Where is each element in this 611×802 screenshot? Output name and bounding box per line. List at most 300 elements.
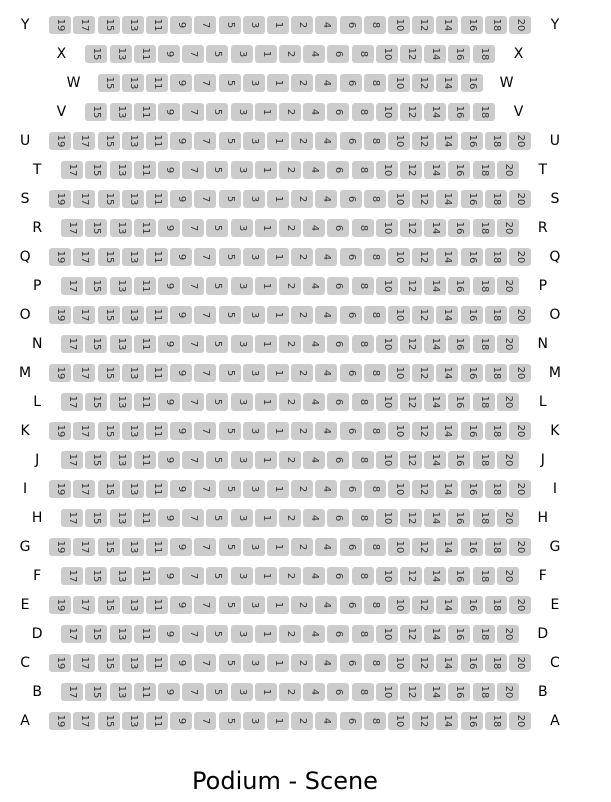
seat-c-14[interactable] — [436, 654, 458, 672]
seat-k-4[interactable] — [315, 422, 337, 440]
seat-t-4[interactable] — [303, 161, 325, 179]
seat-q-8[interactable] — [364, 248, 386, 266]
seat-e-8[interactable] — [364, 596, 386, 614]
seat-f-17[interactable] — [61, 567, 83, 585]
seat-u-6[interactable] — [340, 132, 362, 150]
seat-j-9[interactable] — [158, 451, 180, 469]
seat-d-14[interactable] — [424, 625, 446, 643]
seat-w-3[interactable] — [243, 74, 265, 92]
seat-h-17[interactable] — [61, 509, 83, 527]
seat-i-7[interactable] — [194, 480, 216, 498]
seat-d-3[interactable] — [231, 625, 253, 643]
seat-o-7[interactable] — [194, 306, 216, 324]
seat-n-3[interactable] — [231, 335, 253, 353]
seat-b-4[interactable] — [303, 683, 325, 701]
seat-c-8[interactable] — [364, 654, 386, 672]
seat-m-14[interactable] — [436, 364, 458, 382]
seat-o-10[interactable] — [388, 306, 410, 324]
seat-e-19[interactable] — [49, 596, 71, 614]
seat-l-9[interactable] — [158, 393, 180, 411]
seat-b-7[interactable] — [182, 683, 204, 701]
seat-c-15[interactable] — [98, 654, 120, 672]
seat-a-19[interactable] — [49, 712, 71, 730]
seat-p-13[interactable] — [110, 277, 132, 295]
seat-b-9[interactable] — [158, 683, 180, 701]
seat-c-18[interactable] — [485, 654, 507, 672]
seat-w-14[interactable] — [436, 74, 458, 92]
seat-x-14[interactable] — [424, 45, 446, 63]
seat-h-12[interactable] — [400, 509, 422, 527]
seat-w-16[interactable] — [461, 74, 483, 92]
seat-a-15[interactable] — [98, 712, 120, 730]
seat-d-16[interactable] — [448, 625, 470, 643]
seat-m-17[interactable] — [73, 364, 95, 382]
seat-b-8[interactable] — [352, 683, 374, 701]
seat-y-18[interactable] — [485, 16, 507, 34]
seat-d-2[interactable] — [279, 625, 301, 643]
seat-q-2[interactable] — [291, 248, 313, 266]
seat-f-15[interactable] — [85, 567, 107, 585]
seat-s-8[interactable] — [364, 190, 386, 208]
seat-f-10[interactable] — [376, 567, 398, 585]
seat-b-11[interactable] — [134, 683, 156, 701]
seat-o-16[interactable] — [461, 306, 483, 324]
seat-h-18[interactable] — [473, 509, 495, 527]
seat-s-6[interactable] — [340, 190, 362, 208]
seat-s-20[interactable] — [509, 190, 531, 208]
seat-u-3[interactable] — [243, 132, 265, 150]
seat-u-19[interactable] — [49, 132, 71, 150]
seat-i-11[interactable] — [146, 480, 168, 498]
seat-h-14[interactable] — [424, 509, 446, 527]
seat-m-15[interactable] — [98, 364, 120, 382]
seat-x-5[interactable] — [206, 45, 228, 63]
seat-j-5[interactable] — [206, 451, 228, 469]
seat-q-14[interactable] — [436, 248, 458, 266]
seat-u-15[interactable] — [98, 132, 120, 150]
seat-g-2[interactable] — [291, 538, 313, 556]
seat-f-3[interactable] — [231, 567, 253, 585]
seat-q-11[interactable] — [146, 248, 168, 266]
seat-m-1[interactable] — [267, 364, 289, 382]
seat-v-16[interactable] — [448, 103, 470, 121]
seat-k-3[interactable] — [243, 422, 265, 440]
seat-a-10[interactable] — [388, 712, 410, 730]
seat-a-4[interactable] — [315, 712, 337, 730]
seat-f-8[interactable] — [352, 567, 374, 585]
seat-g-9[interactable] — [170, 538, 192, 556]
seat-j-18[interactable] — [473, 451, 495, 469]
seat-m-8[interactable] — [364, 364, 386, 382]
seat-l-3[interactable] — [231, 393, 253, 411]
seat-l-17[interactable] — [61, 393, 83, 411]
seat-w-4[interactable] — [315, 74, 337, 92]
seat-l-12[interactable] — [400, 393, 422, 411]
seat-s-4[interactable] — [315, 190, 337, 208]
seat-m-4[interactable] — [315, 364, 337, 382]
seat-s-13[interactable] — [122, 190, 144, 208]
seat-p-20[interactable] — [497, 277, 519, 295]
seat-v-11[interactable] — [134, 103, 156, 121]
seat-x-8[interactable] — [352, 45, 374, 63]
seat-e-11[interactable] — [146, 596, 168, 614]
seat-y-15[interactable] — [98, 16, 120, 34]
seat-p-8[interactable] — [352, 277, 374, 295]
seat-i-19[interactable] — [49, 480, 71, 498]
seat-e-20[interactable] — [509, 596, 531, 614]
seat-q-9[interactable] — [170, 248, 192, 266]
seat-k-13[interactable] — [122, 422, 144, 440]
seat-b-5[interactable] — [206, 683, 228, 701]
seat-w-13[interactable] — [122, 74, 144, 92]
seat-y-17[interactable] — [73, 16, 95, 34]
seat-w-5[interactable] — [219, 74, 241, 92]
seat-a-5[interactable] — [219, 712, 241, 730]
seat-x-11[interactable] — [134, 45, 156, 63]
seat-b-14[interactable] — [424, 683, 446, 701]
seat-d-8[interactable] — [352, 625, 374, 643]
seat-p-6[interactable] — [327, 277, 349, 295]
seat-h-2[interactable] — [279, 509, 301, 527]
seat-a-16[interactable] — [461, 712, 483, 730]
seat-s-18[interactable] — [485, 190, 507, 208]
seat-r-1[interactable] — [255, 219, 277, 237]
seat-i-5[interactable] — [219, 480, 241, 498]
seat-k-2[interactable] — [291, 422, 313, 440]
seat-m-11[interactable] — [146, 364, 168, 382]
seat-h-15[interactable] — [85, 509, 107, 527]
seat-r-8[interactable] — [352, 219, 374, 237]
seat-r-5[interactable] — [206, 219, 228, 237]
seat-u-4[interactable] — [315, 132, 337, 150]
seat-q-13[interactable] — [122, 248, 144, 266]
seat-n-12[interactable] — [400, 335, 422, 353]
seat-d-15[interactable] — [85, 625, 107, 643]
seat-j-16[interactable] — [448, 451, 470, 469]
seat-l-15[interactable] — [85, 393, 107, 411]
seat-i-2[interactable] — [291, 480, 313, 498]
seat-i-9[interactable] — [170, 480, 192, 498]
seat-x-12[interactable] — [400, 45, 422, 63]
seat-a-20[interactable] — [509, 712, 531, 730]
seat-h-11[interactable] — [134, 509, 156, 527]
seat-p-7[interactable] — [182, 277, 204, 295]
seat-x-7[interactable] — [182, 45, 204, 63]
seat-c-16[interactable] — [461, 654, 483, 672]
seat-h-20[interactable] — [497, 509, 519, 527]
seat-r-14[interactable] — [424, 219, 446, 237]
seat-x-1[interactable] — [255, 45, 277, 63]
seat-v-1[interactable] — [255, 103, 277, 121]
seat-q-12[interactable] — [412, 248, 434, 266]
seat-h-1[interactable] — [255, 509, 277, 527]
seat-r-12[interactable] — [400, 219, 422, 237]
seat-o-12[interactable] — [412, 306, 434, 324]
seat-g-4[interactable] — [315, 538, 337, 556]
seat-w-15[interactable] — [98, 74, 120, 92]
seat-n-9[interactable] — [158, 335, 180, 353]
seat-g-6[interactable] — [340, 538, 362, 556]
seat-j-10[interactable] — [376, 451, 398, 469]
seat-n-4[interactable] — [303, 335, 325, 353]
seat-y-7[interactable] — [194, 16, 216, 34]
seat-d-11[interactable] — [134, 625, 156, 643]
seat-m-20[interactable] — [509, 364, 531, 382]
seat-i-14[interactable] — [436, 480, 458, 498]
seat-t-8[interactable] — [352, 161, 374, 179]
seat-m-19[interactable] — [49, 364, 71, 382]
seat-k-11[interactable] — [146, 422, 168, 440]
seat-l-18[interactable] — [473, 393, 495, 411]
seat-m-6[interactable] — [340, 364, 362, 382]
seat-i-18[interactable] — [485, 480, 507, 498]
seat-t-14[interactable] — [424, 161, 446, 179]
seat-r-3[interactable] — [231, 219, 253, 237]
seat-j-14[interactable] — [424, 451, 446, 469]
seat-o-19[interactable] — [49, 306, 71, 324]
seat-t-6[interactable] — [327, 161, 349, 179]
seat-l-10[interactable] — [376, 393, 398, 411]
seat-m-3[interactable] — [243, 364, 265, 382]
seat-l-5[interactable] — [206, 393, 228, 411]
seat-a-11[interactable] — [146, 712, 168, 730]
seat-f-18[interactable] — [473, 567, 495, 585]
seat-i-16[interactable] — [461, 480, 483, 498]
seat-c-3[interactable] — [243, 654, 265, 672]
seat-k-1[interactable] — [267, 422, 289, 440]
seat-v-18[interactable] — [473, 103, 495, 121]
seat-y-4[interactable] — [315, 16, 337, 34]
seat-r-18[interactable] — [473, 219, 495, 237]
seat-l-6[interactable] — [327, 393, 349, 411]
seat-s-14[interactable] — [436, 190, 458, 208]
seat-c-9[interactable] — [170, 654, 192, 672]
seat-h-13[interactable] — [110, 509, 132, 527]
seat-h-4[interactable] — [303, 509, 325, 527]
seat-o-8[interactable] — [364, 306, 386, 324]
seat-k-14[interactable] — [436, 422, 458, 440]
seat-x-10[interactable] — [376, 45, 398, 63]
seat-n-7[interactable] — [182, 335, 204, 353]
seat-m-12[interactable] — [412, 364, 434, 382]
seat-s-3[interactable] — [243, 190, 265, 208]
seat-j-20[interactable] — [497, 451, 519, 469]
seat-b-3[interactable] — [231, 683, 253, 701]
seat-o-13[interactable] — [122, 306, 144, 324]
seat-r-17[interactable] — [61, 219, 83, 237]
seat-f-2[interactable] — [279, 567, 301, 585]
seat-u-20[interactable] — [509, 132, 531, 150]
seat-e-16[interactable] — [461, 596, 483, 614]
seat-d-5[interactable] — [206, 625, 228, 643]
seat-t-3[interactable] — [231, 161, 253, 179]
seat-r-16[interactable] — [448, 219, 470, 237]
seat-m-18[interactable] — [485, 364, 507, 382]
seat-w-10[interactable] — [388, 74, 410, 92]
seat-l-14[interactable] — [424, 393, 446, 411]
seat-p-3[interactable] — [231, 277, 253, 295]
seat-m-9[interactable] — [170, 364, 192, 382]
seat-q-15[interactable] — [98, 248, 120, 266]
seat-i-3[interactable] — [243, 480, 265, 498]
seat-b-16[interactable] — [448, 683, 470, 701]
seat-k-9[interactable] — [170, 422, 192, 440]
seat-d-12[interactable] — [400, 625, 422, 643]
seat-l-2[interactable] — [279, 393, 301, 411]
seat-c-12[interactable] — [412, 654, 434, 672]
seat-v-9[interactable] — [158, 103, 180, 121]
seat-u-17[interactable] — [73, 132, 95, 150]
seat-x-2[interactable] — [279, 45, 301, 63]
seat-a-1[interactable] — [267, 712, 289, 730]
seat-y-9[interactable] — [170, 16, 192, 34]
seat-t-10[interactable] — [376, 161, 398, 179]
seat-h-5[interactable] — [206, 509, 228, 527]
seat-a-6[interactable] — [340, 712, 362, 730]
seat-j-8[interactable] — [352, 451, 374, 469]
seat-e-9[interactable] — [170, 596, 192, 614]
seat-k-18[interactable] — [485, 422, 507, 440]
seat-g-10[interactable] — [388, 538, 410, 556]
seat-n-2[interactable] — [279, 335, 301, 353]
seat-o-6[interactable] — [340, 306, 362, 324]
seat-k-5[interactable] — [219, 422, 241, 440]
seat-y-6[interactable] — [340, 16, 362, 34]
seat-j-2[interactable] — [279, 451, 301, 469]
seat-s-1[interactable] — [267, 190, 289, 208]
seat-e-17[interactable] — [73, 596, 95, 614]
seat-q-4[interactable] — [315, 248, 337, 266]
seat-i-1[interactable] — [267, 480, 289, 498]
seat-j-13[interactable] — [110, 451, 132, 469]
seat-g-16[interactable] — [461, 538, 483, 556]
seat-p-16[interactable] — [448, 277, 470, 295]
seat-j-6[interactable] — [327, 451, 349, 469]
seat-s-2[interactable] — [291, 190, 313, 208]
seat-e-12[interactable] — [412, 596, 434, 614]
seat-c-19[interactable] — [49, 654, 71, 672]
seat-v-15[interactable] — [85, 103, 107, 121]
seat-o-17[interactable] — [73, 306, 95, 324]
seat-f-7[interactable] — [182, 567, 204, 585]
seat-h-16[interactable] — [448, 509, 470, 527]
seat-g-5[interactable] — [219, 538, 241, 556]
seat-g-12[interactable] — [412, 538, 434, 556]
seat-i-8[interactable] — [364, 480, 386, 498]
seat-a-2[interactable] — [291, 712, 313, 730]
seat-u-5[interactable] — [219, 132, 241, 150]
seat-k-8[interactable] — [364, 422, 386, 440]
seat-c-1[interactable] — [267, 654, 289, 672]
seat-w-11[interactable] — [146, 74, 168, 92]
seat-h-3[interactable] — [231, 509, 253, 527]
seat-c-20[interactable] — [509, 654, 531, 672]
seat-s-9[interactable] — [170, 190, 192, 208]
seat-u-18[interactable] — [485, 132, 507, 150]
seat-l-16[interactable] — [448, 393, 470, 411]
seat-q-17[interactable] — [73, 248, 95, 266]
seat-g-1[interactable] — [267, 538, 289, 556]
seat-w-8[interactable] — [364, 74, 386, 92]
seat-v-5[interactable] — [206, 103, 228, 121]
seat-v-14[interactable] — [424, 103, 446, 121]
seat-y-10[interactable] — [388, 16, 410, 34]
seat-u-11[interactable] — [146, 132, 168, 150]
seat-j-12[interactable] — [400, 451, 422, 469]
seat-n-11[interactable] — [134, 335, 156, 353]
seat-f-20[interactable] — [497, 567, 519, 585]
seat-y-19[interactable] — [49, 16, 71, 34]
seat-v-10[interactable] — [376, 103, 398, 121]
seat-b-18[interactable] — [473, 683, 495, 701]
seat-j-4[interactable] — [303, 451, 325, 469]
seat-k-16[interactable] — [461, 422, 483, 440]
seat-x-16[interactable] — [448, 45, 470, 63]
seat-f-9[interactable] — [158, 567, 180, 585]
seat-v-6[interactable] — [327, 103, 349, 121]
seat-g-8[interactable] — [364, 538, 386, 556]
seat-j-7[interactable] — [182, 451, 204, 469]
seat-c-11[interactable] — [146, 654, 168, 672]
seat-t-16[interactable] — [448, 161, 470, 179]
seat-f-6[interactable] — [327, 567, 349, 585]
seat-h-7[interactable] — [182, 509, 204, 527]
seat-e-4[interactable] — [315, 596, 337, 614]
seat-v-2[interactable] — [279, 103, 301, 121]
seat-c-4[interactable] — [315, 654, 337, 672]
seat-d-20[interactable] — [497, 625, 519, 643]
seat-t-17[interactable] — [61, 161, 83, 179]
seat-y-1[interactable] — [267, 16, 289, 34]
seat-u-13[interactable] — [122, 132, 144, 150]
seat-u-12[interactable] — [412, 132, 434, 150]
seat-p-10[interactable] — [376, 277, 398, 295]
seat-l-20[interactable] — [497, 393, 519, 411]
seat-g-20[interactable] — [509, 538, 531, 556]
seat-f-12[interactable] — [400, 567, 422, 585]
seat-q-1[interactable] — [267, 248, 289, 266]
seat-l-7[interactable] — [182, 393, 204, 411]
seat-f-1[interactable] — [255, 567, 277, 585]
seat-s-17[interactable] — [73, 190, 95, 208]
seat-b-15[interactable] — [85, 683, 107, 701]
seat-i-6[interactable] — [340, 480, 362, 498]
seat-t-20[interactable] — [497, 161, 519, 179]
seat-t-12[interactable] — [400, 161, 422, 179]
seat-l-4[interactable] — [303, 393, 325, 411]
seat-k-7[interactable] — [194, 422, 216, 440]
seat-v-8[interactable] — [352, 103, 374, 121]
seat-j-1[interactable] — [255, 451, 277, 469]
seat-x-4[interactable] — [303, 45, 325, 63]
seat-p-1[interactable] — [255, 277, 277, 295]
seat-g-3[interactable] — [243, 538, 265, 556]
seat-w-7[interactable] — [194, 74, 216, 92]
seat-n-5[interactable] — [206, 335, 228, 353]
seat-b-2[interactable] — [279, 683, 301, 701]
seat-s-12[interactable] — [412, 190, 434, 208]
seat-k-10[interactable] — [388, 422, 410, 440]
seat-d-6[interactable] — [327, 625, 349, 643]
seat-r-6[interactable] — [327, 219, 349, 237]
seat-e-10[interactable] — [388, 596, 410, 614]
seat-q-10[interactable] — [388, 248, 410, 266]
seat-n-1[interactable] — [255, 335, 277, 353]
seat-a-8[interactable] — [364, 712, 386, 730]
seat-k-17[interactable] — [73, 422, 95, 440]
seat-f-14[interactable] — [424, 567, 446, 585]
seat-b-10[interactable] — [376, 683, 398, 701]
